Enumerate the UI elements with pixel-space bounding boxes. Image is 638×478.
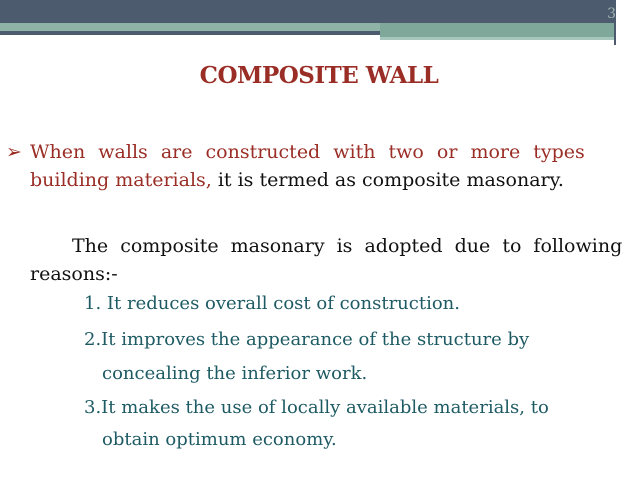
bullet-line-2 (30, 166, 638, 194)
reason-item-3-continued: obtain optimum economy. (102, 429, 337, 450)
bullet-text-black: it is termed as composite masonary. (211, 169, 564, 191)
paragraph-line-1: The composite masonary is adopted due to following (72, 235, 623, 257)
header-corner-tab (614, 0, 638, 45)
slide-title: COMPOSITE WALL (199, 62, 439, 89)
arrow-bullet-icon: ➢ (6, 141, 22, 163)
header-bar (0, 0, 638, 23)
bullet-text-red-2: building materials, (30, 169, 212, 191)
header-accent-shadow (380, 37, 618, 40)
header-accent-panel (380, 23, 618, 37)
reason-item-1: 1. It reduces overall cost of construction. (84, 293, 460, 314)
reason-item-2-continued: concealing the inferior work. (102, 363, 368, 384)
reason-item-3: 3.It makes the use of locally available materials, to (84, 397, 549, 418)
reason-item-2: 2.It improves the appearance of the structure by (84, 329, 530, 350)
paragraph-line-2: reasons:- (30, 263, 118, 285)
bullet-text-red-1: When walls are constructed with two or more types (30, 141, 585, 163)
slide-number: 3 (607, 6, 616, 22)
bullet-line-1 (6, 138, 630, 166)
